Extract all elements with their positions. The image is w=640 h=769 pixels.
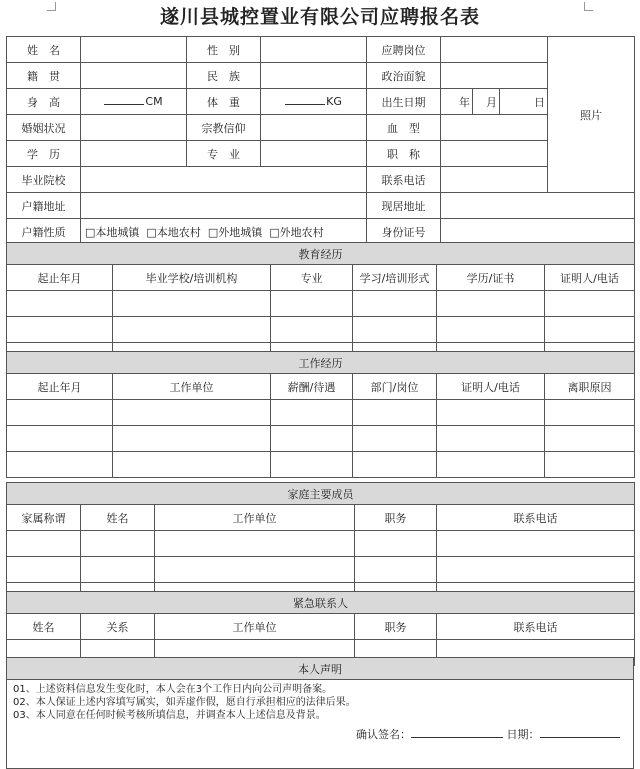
work-col-period: 起止年月 bbox=[7, 374, 113, 400]
birth-month[interactable]: 月 bbox=[473, 89, 500, 115]
table-row bbox=[7, 452, 635, 478]
field-height[interactable] bbox=[81, 89, 187, 115]
declaration-item: 01、上述资料信息发生变化时，本人会在3个工作日内向公司声明备案。 bbox=[13, 684, 333, 695]
work-col-employer: 工作单位 bbox=[113, 374, 271, 400]
table-row bbox=[7, 317, 635, 343]
birth-year[interactable]: 年 bbox=[441, 89, 473, 115]
label-name: 姓 名 bbox=[7, 37, 81, 63]
field-id-number[interactable] bbox=[441, 219, 635, 245]
label-position: 应聘岗位 bbox=[367, 37, 441, 63]
field-major[interactable] bbox=[261, 141, 367, 167]
basic-info-table bbox=[6, 36, 635, 245]
emergency-col-name: 姓名 bbox=[7, 614, 81, 640]
label-major: 专 业 bbox=[187, 141, 261, 167]
family-col-relation: 家属称谓 bbox=[7, 505, 81, 531]
work-table bbox=[6, 351, 635, 478]
declaration-body bbox=[7, 680, 634, 769]
label-weight: 体 重 bbox=[187, 89, 261, 115]
edu-col-school: 毕业学校/培训机构 bbox=[113, 265, 271, 291]
edu-col-mode: 学习/培训形式 bbox=[353, 265, 437, 291]
work-col-dept: 部门/岗位 bbox=[353, 374, 437, 400]
family-col-name: 姓名 bbox=[81, 505, 155, 531]
field-title[interactable] bbox=[441, 141, 548, 167]
date-field[interactable] bbox=[540, 727, 620, 738]
field-school[interactable] bbox=[81, 167, 367, 193]
height-unit: CM bbox=[145, 95, 163, 108]
label-school: 毕业院校 bbox=[7, 167, 81, 193]
field-ethnicity[interactable] bbox=[261, 63, 367, 89]
hukou-type-options bbox=[81, 219, 367, 245]
label-gender: 性 别 bbox=[187, 37, 261, 63]
work-col-reference: 证明人/电话 bbox=[437, 374, 545, 400]
label-id-number: 身份证号 bbox=[367, 219, 441, 245]
form-title: 遂川县城控置业有限公司应聘报名表 bbox=[159, 6, 480, 28]
declaration-item: 03、本人同意在任何时候考核所填信息，并调查本人上述信息及背景。 bbox=[13, 710, 326, 721]
label-hukou-type: 户籍性质 bbox=[7, 219, 81, 245]
family-col-employer: 工作单位 bbox=[155, 505, 355, 531]
label-height: 身 高 bbox=[7, 89, 81, 115]
section-family: 家庭主要成员 bbox=[7, 483, 635, 505]
section-work: 工作经历 bbox=[7, 352, 635, 374]
table-row bbox=[7, 400, 635, 426]
option-local-rural[interactable]: □本地农村 bbox=[146, 225, 201, 239]
label-education: 学 历 bbox=[7, 141, 81, 167]
table-row bbox=[7, 426, 635, 452]
photo-box[interactable]: 照片 bbox=[548, 37, 635, 193]
option-nonlocal-urban[interactable]: □外地城镇 bbox=[207, 225, 263, 239]
edu-col-period: 起止年月 bbox=[7, 265, 113, 291]
field-current-addr[interactable] bbox=[441, 193, 635, 219]
label-current-addr: 现居地址 bbox=[367, 193, 441, 219]
label-hukou-addr: 户籍地址 bbox=[7, 193, 81, 219]
birth-day[interactable]: 日 bbox=[500, 89, 548, 115]
education-table bbox=[6, 242, 635, 369]
emergency-col-employer: 工作单位 bbox=[155, 614, 355, 640]
field-blood[interactable] bbox=[441, 115, 548, 141]
field-religion[interactable] bbox=[261, 115, 367, 141]
option-local-urban[interactable]: □本地城镇 bbox=[85, 225, 140, 239]
sign-field[interactable] bbox=[411, 727, 503, 738]
weight-unit: KG bbox=[326, 95, 342, 108]
field-phone[interactable] bbox=[441, 167, 548, 193]
option-nonlocal-rural[interactable]: □外地农村 bbox=[269, 225, 324, 239]
label-origin: 籍 贯 bbox=[7, 63, 81, 89]
emergency-table bbox=[6, 591, 635, 666]
field-position[interactable] bbox=[441, 37, 548, 63]
field-marital[interactable] bbox=[81, 115, 187, 141]
label-blood: 血 型 bbox=[367, 115, 441, 141]
field-origin[interactable] bbox=[81, 63, 187, 89]
emergency-col-phone: 联系电话 bbox=[437, 614, 635, 640]
edu-col-reference: 证明人/电话 bbox=[545, 265, 635, 291]
label-political: 政治面貌 bbox=[367, 63, 441, 89]
section-education: 教育经历 bbox=[7, 243, 635, 265]
edu-col-degree: 学历/证书 bbox=[437, 265, 545, 291]
label-ethnicity: 民 族 bbox=[187, 63, 261, 89]
section-declaration: 本人声明 bbox=[7, 658, 634, 680]
emergency-col-relation: 关系 bbox=[81, 614, 155, 640]
field-name[interactable] bbox=[81, 37, 187, 63]
work-col-salary: 薪酬/待遇 bbox=[271, 374, 353, 400]
field-gender[interactable] bbox=[261, 37, 367, 63]
label-religion: 宗教信仰 bbox=[187, 115, 261, 141]
field-weight[interactable] bbox=[261, 89, 367, 115]
label-birth: 出生日期 bbox=[367, 89, 441, 115]
field-hukou-addr[interactable] bbox=[81, 193, 367, 219]
emergency-col-duty: 职务 bbox=[355, 614, 437, 640]
field-political[interactable] bbox=[441, 63, 548, 89]
table-row bbox=[7, 531, 635, 557]
family-table bbox=[6, 482, 635, 609]
family-col-phone: 联系电话 bbox=[437, 505, 635, 531]
date-label: 日期： bbox=[506, 728, 540, 741]
label-marital: 婚姻状况 bbox=[7, 115, 81, 141]
label-title: 职 称 bbox=[367, 141, 441, 167]
field-education[interactable] bbox=[81, 141, 187, 167]
declaration-item: 02、本人保证上述内容填写属实，如弄虚作假，愿自行承担相应的法律后果。 bbox=[13, 697, 356, 708]
work-col-reason: 离职原因 bbox=[545, 374, 635, 400]
sign-label: 确认签名： bbox=[356, 728, 411, 741]
declaration-table bbox=[6, 657, 634, 769]
family-col-duty: 职务 bbox=[355, 505, 437, 531]
section-emergency: 紧急联系人 bbox=[7, 592, 635, 614]
signature-row bbox=[356, 726, 620, 742]
label-phone: 联系电话 bbox=[367, 167, 441, 193]
table-row bbox=[7, 291, 635, 317]
edu-col-major: 专业 bbox=[271, 265, 353, 291]
table-row bbox=[7, 557, 635, 583]
